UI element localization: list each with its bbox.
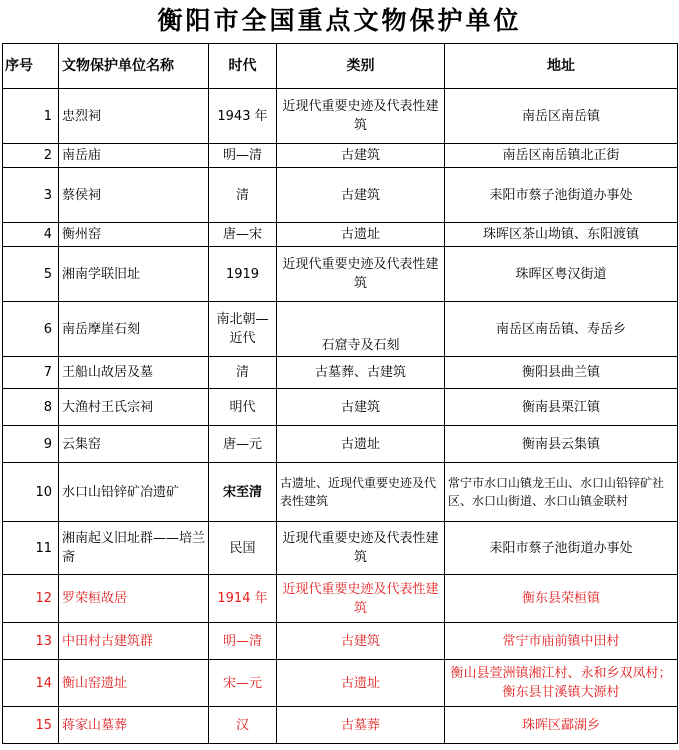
row-no: 8	[3, 389, 59, 426]
row-no: 12	[3, 575, 59, 623]
header-era: 时代	[209, 44, 277, 89]
row-category: 近现代重要史迹及代表性建筑	[277, 89, 445, 144]
row-address: 常宁市水口山镇龙王山、水口山铅锌矿社区、水口山街道、水口山镇金联村	[445, 463, 678, 522]
row-no: 6	[3, 302, 59, 357]
table-row	[3, 463, 678, 522]
row-no: 14	[3, 660, 59, 707]
row-no: 10	[3, 463, 59, 522]
page-title: 衡阳市全国重点文物保护单位	[157, 6, 522, 35]
table-row	[3, 168, 678, 223]
row-category: 近现代重要史迹及代表性建筑	[277, 522, 445, 575]
row-era: 唐—宋	[209, 223, 277, 247]
header-name: 文物保护单位名称	[59, 44, 209, 89]
row-category: 古墓葬	[277, 707, 445, 744]
row-name: 蒋家山墓葬	[59, 707, 209, 744]
row-name: 大渔村王氏宗祠	[59, 389, 209, 426]
row-era: 清	[209, 357, 277, 389]
row-no: 3	[3, 168, 59, 223]
header-no: 序号	[3, 44, 59, 89]
row-address: 衡南县栗江镇	[445, 389, 678, 426]
row-era: 汉	[209, 707, 277, 744]
row-category: 石窟寺及石刻	[277, 302, 445, 357]
heritage-table	[2, 43, 678, 744]
row-no: 9	[3, 426, 59, 463]
row-name: 罗荣桓故居	[59, 575, 209, 623]
row-no: 2	[3, 144, 59, 168]
row-no: 4	[3, 223, 59, 247]
row-name: 蔡侯祠	[59, 168, 209, 223]
row-name: 水口山铅锌矿冶遗矿	[59, 463, 209, 522]
table-row-highlighted	[3, 660, 678, 707]
row-era: 明—清	[209, 144, 277, 168]
table-row-highlighted	[3, 623, 678, 660]
row-era: 唐—元	[209, 426, 277, 463]
row-address: 南岳区南岳镇北正街	[445, 144, 678, 168]
row-category: 古建筑	[277, 144, 445, 168]
row-no: 13	[3, 623, 59, 660]
table-row	[3, 522, 678, 575]
row-name: 南岳摩崖石刻	[59, 302, 209, 357]
row-address: 珠晖区粤汉街道	[445, 247, 678, 302]
row-era: 宋至清	[209, 463, 277, 522]
row-era: 1914 年	[209, 575, 277, 623]
row-era: 明—清	[209, 623, 277, 660]
row-name: 南岳庙	[59, 144, 209, 168]
header-category: 类别	[277, 44, 445, 89]
row-name: 衡山窑遗址	[59, 660, 209, 707]
row-era: 民国	[209, 522, 277, 575]
table-row	[3, 223, 678, 247]
row-name: 湘南学联旧址	[59, 247, 209, 302]
table-row-highlighted	[3, 707, 678, 744]
row-name: 衡州窑	[59, 223, 209, 247]
row-category: 古墓葬、古建筑	[277, 357, 445, 389]
row-address: 耒阳市蔡子池街道办事处	[445, 168, 678, 223]
row-category: 古遗址、近现代重要史迹及代表性建筑	[277, 463, 445, 522]
header-address: 地址	[445, 44, 678, 89]
row-category: 古建筑	[277, 389, 445, 426]
row-address: 衡山县萱洲镇湘江村、永和乡双凤村；衡东县甘溪镇大源村	[445, 660, 678, 707]
row-address: 衡东县荣桓镇	[445, 575, 678, 623]
row-address: 耒阳市蔡子池街道办事处	[445, 522, 678, 575]
table-row	[3, 389, 678, 426]
row-category: 古建筑	[277, 168, 445, 223]
row-name: 王船山故居及墓	[59, 357, 209, 389]
row-no: 7	[3, 357, 59, 389]
row-address: 衡阳县曲兰镇	[445, 357, 678, 389]
row-era: 1943 年	[209, 89, 277, 144]
row-era: 明代	[209, 389, 277, 426]
row-era: 宋—元	[209, 660, 277, 707]
row-category: 古遗址	[277, 660, 445, 707]
table-row-highlighted	[3, 575, 678, 623]
table-header-row	[3, 44, 678, 89]
row-address: 珠晖区茶山坳镇、东阳渡镇	[445, 223, 678, 247]
row-no: 15	[3, 707, 59, 744]
row-name: 忠烈祠	[59, 89, 209, 144]
row-name: 中田村古建筑群	[59, 623, 209, 660]
table-row	[3, 247, 678, 302]
row-address: 珠晖区酃湖乡	[445, 707, 678, 744]
table-row	[3, 89, 678, 144]
row-era: 1919	[209, 247, 277, 302]
table-row	[3, 302, 678, 357]
row-address: 常宁市庙前镇中田村	[445, 623, 678, 660]
row-category: 近现代重要史迹及代表性建筑	[277, 247, 445, 302]
row-address: 南岳区南岳镇、寿岳乡	[445, 302, 678, 357]
table-row	[3, 426, 678, 463]
row-no: 11	[3, 522, 59, 575]
row-era: 南北朝—近代	[209, 302, 277, 357]
table-row	[3, 144, 678, 168]
row-category: 古遗址	[277, 426, 445, 463]
row-category: 古遗址	[277, 223, 445, 247]
row-address: 南岳区南岳镇	[445, 89, 678, 144]
row-address: 衡南县云集镇	[445, 426, 678, 463]
row-category: 近现代重要史迹及代表性建筑	[277, 575, 445, 623]
row-category: 古建筑	[277, 623, 445, 660]
table-row	[3, 357, 678, 389]
row-no: 5	[3, 247, 59, 302]
row-name: 湘南起义旧址群——培兰斋	[59, 522, 209, 575]
row-era: 清	[209, 168, 277, 223]
row-no: 1	[3, 89, 59, 144]
row-name: 云集窑	[59, 426, 209, 463]
